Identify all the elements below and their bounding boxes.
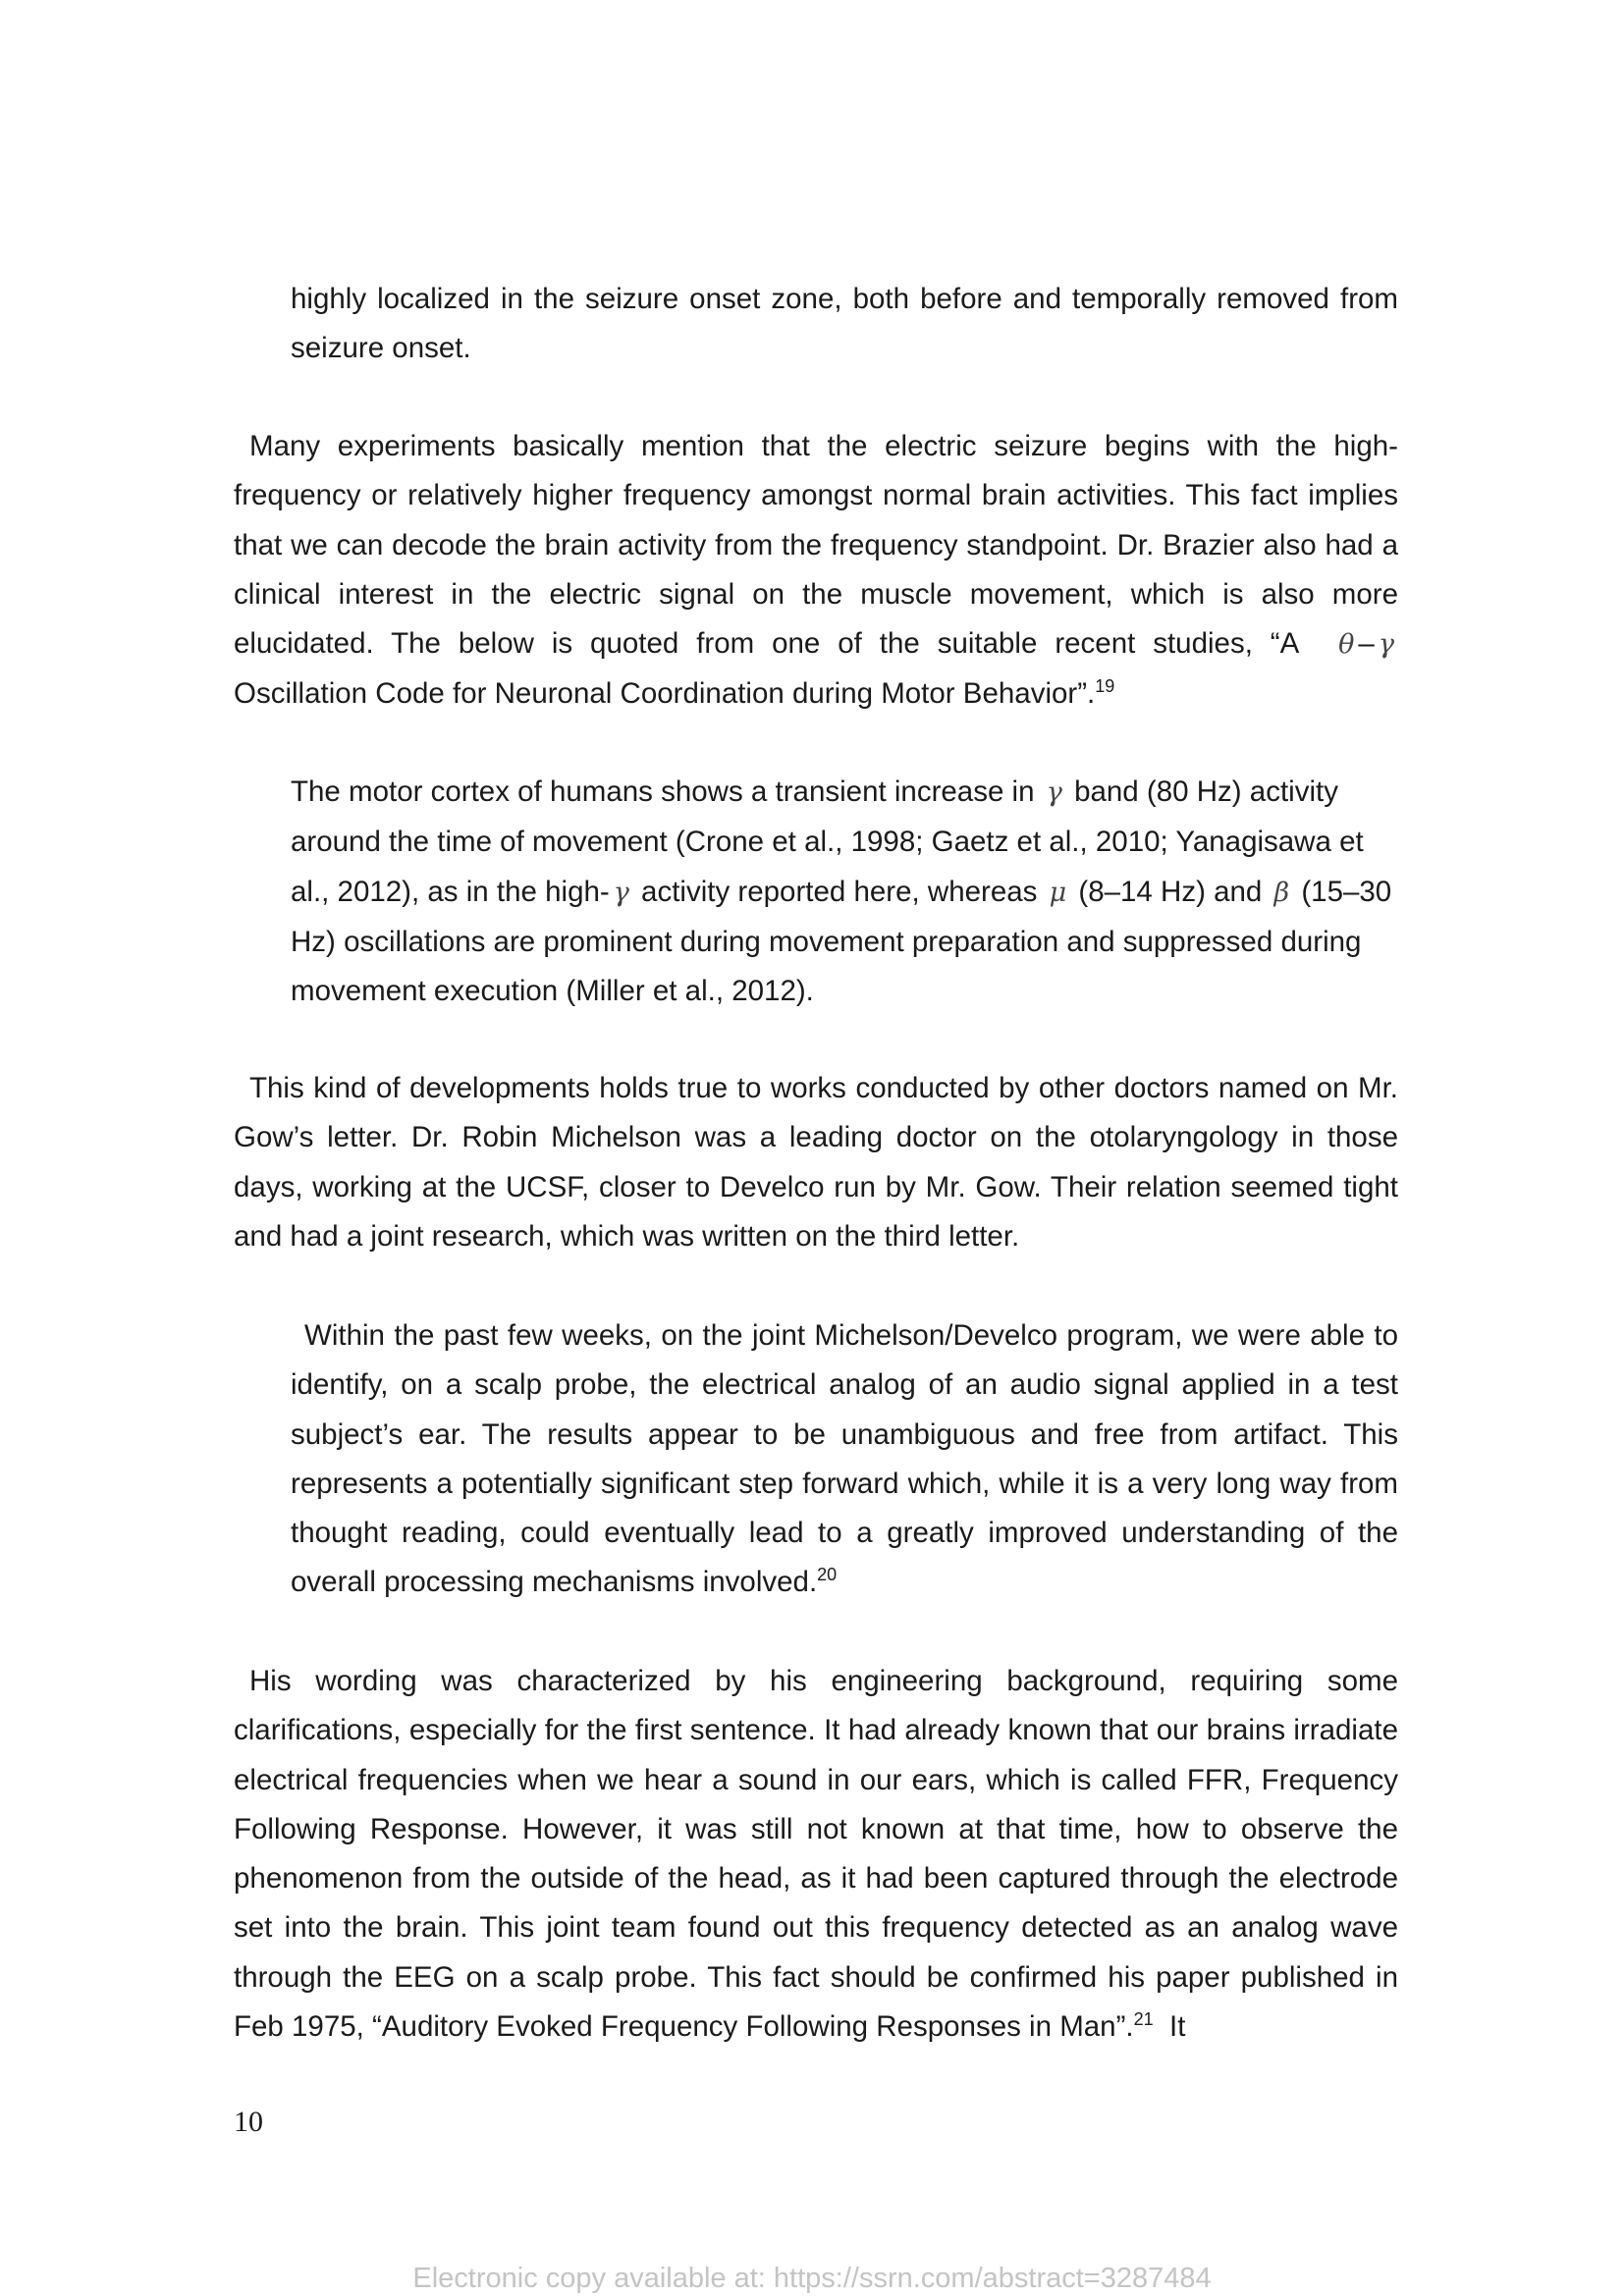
block-quote-continued [291,275,1398,374]
page-number: 10 [234,2106,263,2138]
body-paragraph-3 [234,1657,1398,2052]
footnote-ref-20: 20 [817,1565,838,1585]
quote-2-segment-4: (8–14 Hz) and [1078,875,1263,908]
paragraph-1-text: Many experiments basically mention that the electric seizure begins with the high-frequency or relatively higher frequency amongst normal brain activities. This fact implies that we can decode the brain activity from the frequency standpoint. Dr. Brazier also had a clinical interest in the electric signal on the muscle movement, which is also more elucidated. The below is quoted from one of the suitable recent studies, “A [234,430,1398,661]
block-quote-develco [291,1311,1398,1608]
quote-2-segment-5: (15–30 Hz) oscillations are prominent during movement preparation and suppressed during movement execution (Miller et al., 2012). [291,875,1392,1008]
body-paragraph-1 [234,422,1398,720]
gamma-symbol: γ [1378,629,1394,661]
quote-continued-text: highly localized in the seizure onset zone, both before and temporally removed from seizure onset. [291,283,1398,365]
quote-2-segment-3: activity reported here, whereas [641,875,1038,908]
quote-3-text: Within the past few weeks, on the joint Michelson/Develco program, we were able to identify, on a scalp probe, the electrical analog of an audio signal applied in a test subject’s ear. The results appear to be unambiguous and free from artifact. This represents a potentially significant step forward which, while it is a very long way from thought reading, could eventually lead to a greatly improved understanding of the overall processing mechanisms involved. [291,1319,1398,1599]
study-title: Oscillation Code for Neuronal Coordination during Motor Behavior”. [234,677,1096,711]
mu-symbol: μ [1049,877,1067,908]
footnote-ref-19: 19 [1095,676,1115,697]
paragraph-3-trailing: It [1169,2010,1186,2044]
paragraph-2-text: This kind of developments holds true to works conducted by other doctors named on Mr. Gow’s letter. Dr. Robin Michelson was a leading doctor on the otolaryngology in those days, working at the UCSF, closer to Develco run by Mr. Gow. Their relation seemed tight and had a joint research, which was written on the third letter. [234,1072,1398,1253]
body-paragraph-2 [234,1064,1398,1261]
quote-2-segment-2: band (80 Hz) activity around the time of movement (Crone et al., 1998; Gaetz et al., 2010; Yanagisawa et al., 2012), as in the high- [291,775,1364,908]
quote-2-segment-1: The motor cortex of humans shows a transient increase in [291,775,1035,808]
dash-symbol: – [1358,627,1375,661]
ssrn-footer-notice: Electronic copy available at: https://ssrn.com/abstract=3287484 [412,2263,1212,2294]
footnote-ref-21: 21 [1133,2009,1154,2030]
block-quote-motor-cortex [291,768,1398,1016]
paragraph-3-text: His wording was characterized by his engineering background, requiring some clarifications, especially for the first sentence. It had already known that our brains irradiate electrical frequencies when we hear a sound in our ears, which is called FFR, Frequency Following Response. However, it was still not known at that time, how to observe the phenomenon from the outside of the head, as it had been captured through the electrode set into the brain. This joint team found out this frequency detected as an analog wave through the EEG on a scalp probe. This fact should be confirmed his paper published in Feb 1975, “Auditory Evoked Frequency Following Responses in Man”. [234,1665,1398,2044]
beta-symbol: β [1273,877,1290,908]
theta-symbol: θ [1338,629,1355,661]
gamma-symbol: γ [1046,777,1062,808]
gamma-symbol: γ [613,877,629,908]
